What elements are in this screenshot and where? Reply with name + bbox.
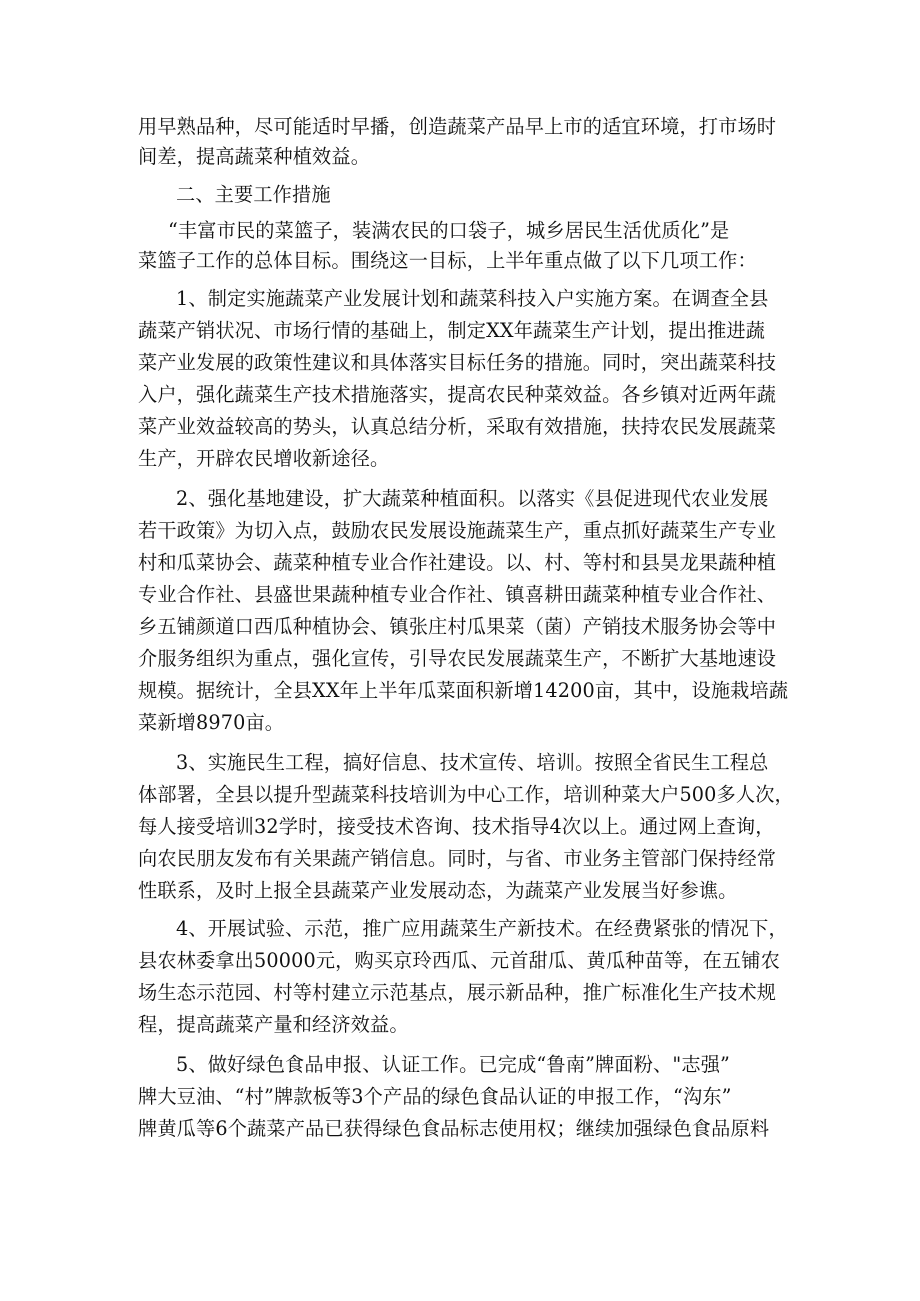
text-line: 专业合作社、县盛世果蔬种植专业合作社、镇喜耕田蔬菜种植专业合作社、 — [138, 583, 777, 606]
text-line: 入户，强化蔬菜生产技术措施落实，提高农民种菜效益。各乡镇对近两年蔬 — [138, 383, 777, 406]
text-line: 县农林委拿出50000元，购买京玲西瓜、元首甜瓜、黄瓜种苗等，在五铺农 — [138, 949, 780, 972]
text-line: “丰富市民的菜篮子，装满农民的口袋子，城乡居民生活优质化”是 — [168, 219, 730, 242]
text-line: 每人接受培训32学时，接受技术咨询、技术指导4次以上。通过网上查询， — [138, 815, 775, 838]
text-line: 村和瓜菜协会、蔬菜种植专业合作社建设。以、村、等村和县昊龙果蔬种植 — [138, 551, 777, 574]
text-line: 体部署，全县以提升型蔬菜科技培训为中心工作，培训种菜大户500多人次， — [138, 783, 794, 806]
text-line: 5、做好绿色食品申报、认证工作。已完成“鲁南”牌面粉、"志强” — [176, 1053, 730, 1076]
text-line: 间差，提高蔬菜种植效益。 — [138, 145, 371, 168]
text-line: 菜新增8970亩。 — [138, 711, 285, 734]
text-line: 4、开展试验、示范，推广应用蔬菜生产新技术。在经费紧张的情况下， — [176, 917, 788, 940]
text-line: 菜篮子工作的总体目标。围绕这一目标，上半年重点做了以下几项工作： — [138, 249, 757, 272]
section-heading: 二、主要工作措施 — [176, 183, 331, 206]
text-line: 牌黄瓜等6个蔬菜产品已获得绿色食品标志使用权；继续加强绿色食品原料 — [138, 1117, 770, 1140]
text-line: 1、制定实施蔬菜产业发展计划和蔬菜科技入户实施方案。在调查全县 — [176, 287, 769, 310]
text-line: 生产，开辟农民增收新途径。 — [138, 447, 390, 470]
text-line: 若干政策》为切入点，鼓励农民发展设施蔬菜生产，重点抓好蔬菜生产专业 — [138, 519, 777, 542]
text-line: 菜产业效益较高的势头，认真总结分析，采取有效措施，扶持农民发展蔬菜 — [138, 415, 777, 438]
text-line: 3、实施民生工程，搞好信息、技术宣传、培训。按照全省民生工程总 — [176, 751, 769, 774]
text-line: 菜产业发展的政策性建议和具体落实目标任务的措施。同时，突出蔬菜科技 — [138, 351, 777, 374]
text-line: 蔬菜产销状况、市场行情的基础上，制定XX年蔬菜生产计划，提出推进蔬 — [138, 319, 766, 342]
text-line: 乡五铺颜道口西瓜种植协会、镇张庄村瓜果菜（菌）产销技术服务协会等中 — [138, 615, 777, 638]
text-line: 性联系，及时上报全县蔬菜产业发展动态，为蔬菜产业发展当好参谯。 — [138, 879, 738, 902]
text-line: 规模。据统计，全县XX年上半年瓜菜面积新增14200亩，其中，设施栽培蔬 — [138, 679, 789, 702]
text-line: 程，提高蔬菜产量和经济效益。 — [138, 1013, 409, 1036]
text-line: 向农民朋友发布有关果蔬产销信息。同时，与省、市业务主管部门保持经常 — [138, 847, 777, 870]
text-line: 用早熟品种，尽可能适时早播，创造蔬菜产品早上市的适宜环境，打市场时 — [138, 115, 777, 138]
text-line: 牌大豆油、“村”牌款板等3个产品的绿色食品认证的申报工作，“沟东” — [138, 1085, 732, 1108]
text-line: 场生态示范园、村等村建立示范基点，展示新品种，推广标准化生产技术规 — [138, 981, 777, 1004]
text-line: 介服务组织为重点，强化宣传，引导农民发展蔬菜生产，不断扩大基地速设 — [138, 647, 777, 670]
text-line: 2、强化基地建设，扩大蔬菜种植面积。以落实《县促进现代农业发展 — [176, 487, 769, 510]
